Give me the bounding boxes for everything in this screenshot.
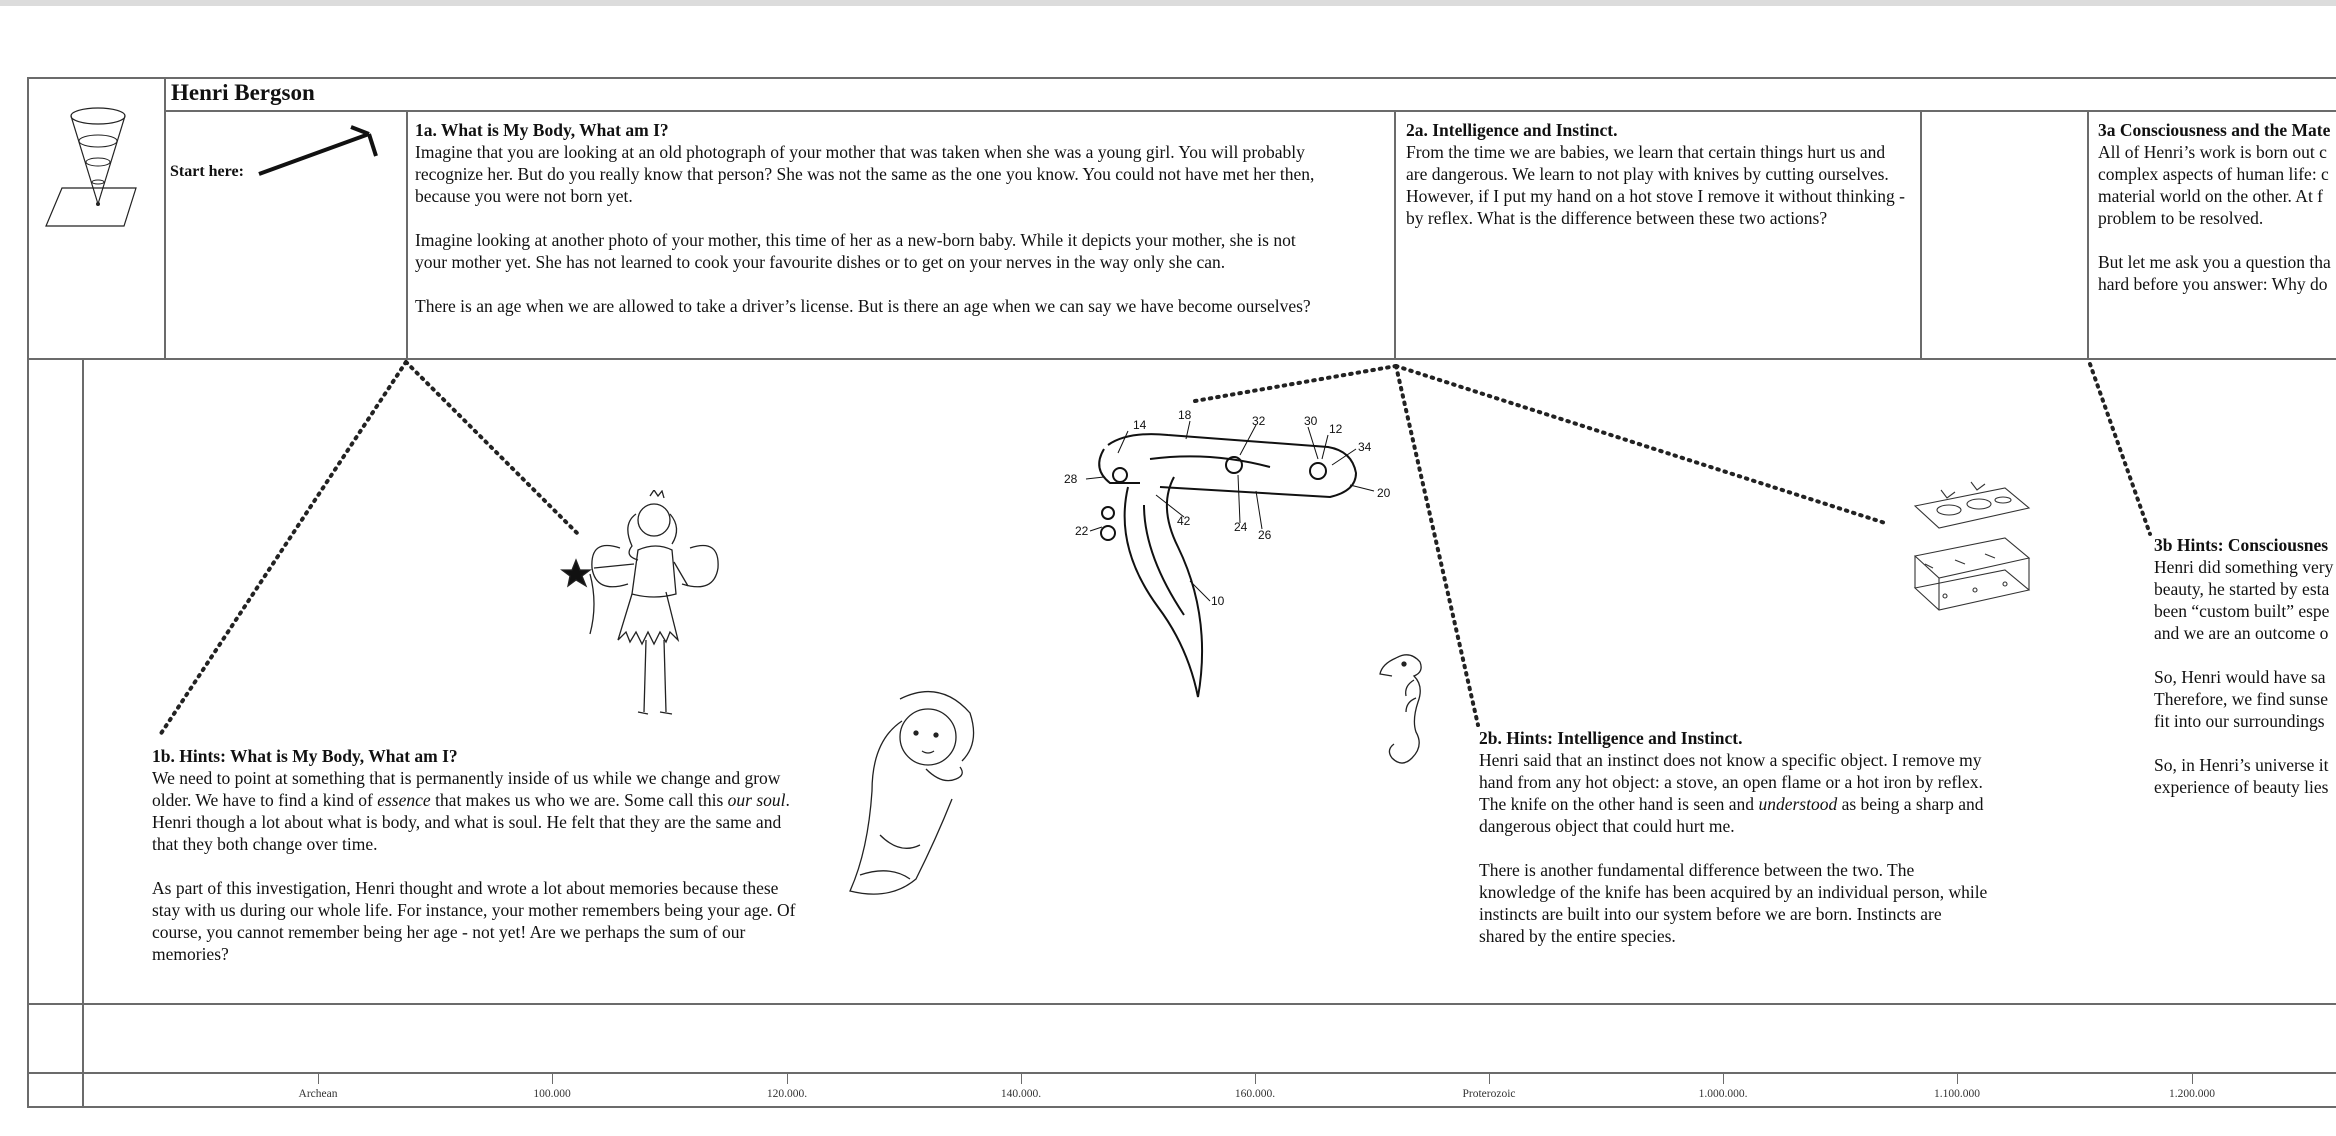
- page-title: Henri Bergson: [171, 80, 315, 105]
- section-3a-line: hard before you answer: Why do: [2098, 274, 2328, 294]
- knife-label: 30: [1304, 414, 1318, 428]
- section-3a-heading: 3a Consciousness and the Mate: [2098, 120, 2331, 140]
- knife-label: 12: [1329, 422, 1343, 436]
- seahorse-illustration: [1370, 650, 1440, 775]
- knife-label: 18: [1178, 408, 1192, 422]
- section-3b-line: Henri did something very: [2154, 557, 2334, 577]
- section-3b-line: and we are an outcome o: [2154, 623, 2329, 643]
- timeline-tick: [1489, 1072, 1490, 1084]
- knife-label: 14: [1133, 418, 1147, 432]
- knife-label: 10: [1211, 594, 1225, 608]
- section-3b-line: experience of beauty lies: [2154, 777, 2329, 797]
- section-2b-paragraph: There is another fundamental difference between the two. The knowledge of the knife has been acquired by an individual person, while instincts are built into our system before we are born. Instincts are shared by the entire species.: [1479, 860, 1988, 946]
- section-2a-paragraph: From the time we are babies, we learn that certain things hurt us and are dangerous. We learn to not play with knives by cutting ourselves. However, if I put my hand on a hot stove I remove it without thinking - by reflex. What is the difference between these two actions?: [1406, 142, 1905, 228]
- section-3a-line: But let me ask you a question tha: [2098, 252, 2331, 272]
- timeline-label: 1.200.000: [2169, 1088, 2215, 1100]
- section-1b-paragraph: As part of this investigation, Henri thought and wrote a lot about memories because these stay with us during our whole life. For instance, your mother remembers being your age. Of course, you cannot remember being her age - not yet! Are we perhaps the sum of our memories?: [152, 878, 796, 964]
- timeline-label: 1.100.000: [1934, 1088, 1980, 1100]
- section-2b: [1479, 727, 1989, 969]
- timeline-label: 1.000.000.: [1698, 1088, 1748, 1100]
- section-2a-heading: 2a. Intelligence and Instinct.: [1406, 120, 1618, 140]
- fairy-girl-illustration: [550, 490, 720, 730]
- knife-label: 28: [1064, 472, 1078, 486]
- baby-illustration: [840, 685, 990, 905]
- section-3b-line: been “custom built” espe: [2154, 601, 2330, 621]
- section-2b-heading: 2b. Hints: Intelligence and Instinct.: [1479, 728, 1743, 748]
- knife-label: 42: [1177, 514, 1191, 528]
- section-1b-heading: 1b. Hints: What is My Body, What am I?: [152, 746, 458, 766]
- knife-label: 20: [1377, 486, 1391, 500]
- section-1a-paragraph: Imagine that you are looking at an old photograph of your mother that was taken when she was a young girl. You will probably recognize her. But do you really know that person? She was not the same as the one you know. You could not have met her then, because you were not born yet.: [415, 142, 1315, 206]
- section-1a-paragraph: Imagine looking at another photo of your mother, this time of her as a new-born baby. While it depicts your mother, she is not your mother yet. She has not learned to cook your favourite dishes or to get on your nerves in the way only she can.: [415, 230, 1296, 272]
- section-3b: [2154, 534, 2336, 814]
- start-here-label: Start here:: [170, 163, 244, 180]
- timeline-tick: [2192, 1072, 2193, 1084]
- section-3b-line: So, in Henri’s universe it: [2154, 755, 2329, 775]
- timeline-label: 100.000: [533, 1088, 571, 1100]
- timeline-label: Archean: [298, 1088, 338, 1100]
- knife-label: 24: [1234, 520, 1248, 534]
- timeline-tick: [552, 1072, 553, 1084]
- timeline-tick: [1723, 1072, 1724, 1084]
- section-1a-paragraph: There is an age when we are allowed to take a driver’s license. But is there an age when we can say we have become ourselves?: [415, 296, 1311, 316]
- timeline-tick: [787, 1072, 788, 1084]
- stove-patent-drawing: [1905, 478, 2035, 618]
- section-1b: [152, 745, 797, 987]
- folding-knife-patent-drawing: [1060, 395, 1400, 705]
- section-3a-line: complex aspects of human life: c: [2098, 164, 2329, 184]
- timeline-label: 120.000.: [766, 1088, 808, 1100]
- section-3b-heading: 3b Hints: Consciousnes: [2154, 535, 2329, 555]
- section-3b-line: So, Henri would have sa: [2154, 667, 2326, 687]
- timeline-label: 140.000.: [1000, 1088, 1042, 1100]
- section-3a-line: All of Henri’s work is born out c: [2098, 142, 2327, 162]
- timeline-label: Proterozoic: [1462, 1088, 1516, 1100]
- section-3b-line: Therefore, we find sunse: [2154, 689, 2328, 709]
- section-3a-line: material world on the other. At f: [2098, 186, 2324, 206]
- timeline-tick: [318, 1072, 319, 1084]
- section-1b-paragraph: We need to point at something that is permanently inside of us while we change and grow older. We have to find a kind of essence that makes us who we are. Some call this our soul. Henri though a lot about what is body, and what is soul. He felt that they are the same and that they both change over time.: [152, 768, 790, 854]
- timeline-tick: [1957, 1072, 1958, 1084]
- knife-label: 32: [1252, 414, 1266, 428]
- knife-label: 34: [1358, 440, 1372, 454]
- timeline-tick: [1255, 1072, 1256, 1084]
- timeline-label: 160.000.: [1234, 1088, 1276, 1100]
- section-1a-heading: 1a. What is My Body, What am I?: [415, 120, 669, 140]
- knife-label: 22: [1075, 524, 1089, 538]
- knife-label: 26: [1258, 528, 1272, 542]
- section-3b-line: beauty, he started by esta: [2154, 579, 2330, 599]
- section-2b-paragraph: Henri said that an instinct does not know a specific object. I remove my hand from any hot object: a stove, an open flame or a hot iron by reflex. The knife on the other hand is seen and understood as being a sharp and dangerous object that could hurt me.: [1479, 750, 1984, 836]
- timeline-tick: [1021, 1072, 1022, 1084]
- section-3a-line: problem to be resolved.: [2098, 208, 2264, 228]
- section-3b-line: fit into our surroundings: [2154, 711, 2325, 731]
